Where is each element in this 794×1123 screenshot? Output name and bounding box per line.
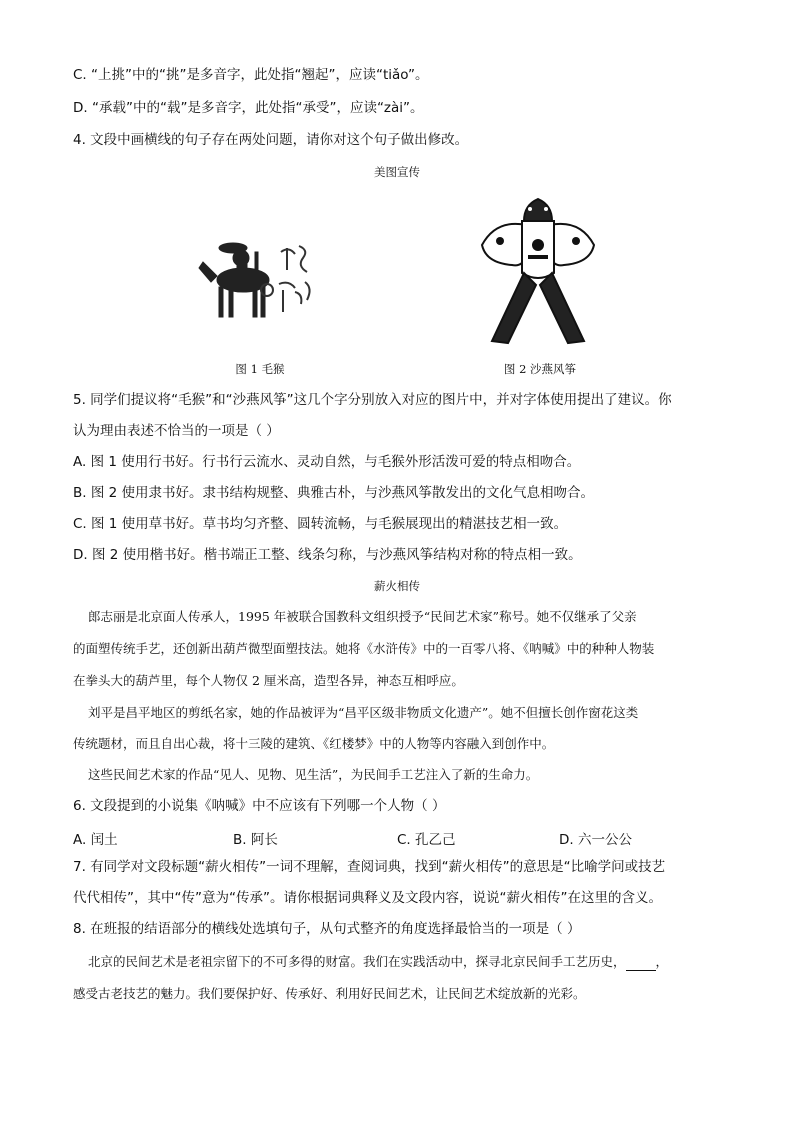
question-4: 4. 文段中画横线的句子存在两处问题，请你对这个句子做出修改。 <box>73 132 469 148</box>
passage-3-line-1: 这些民间艺术家的作品“见人、见物、见生活”，为民间手工艺注入了新的生命力。 <box>88 767 539 782</box>
figure-2-swallow-kite-image <box>478 195 598 345</box>
q5-option-b: B. 图 2 使用隶书好。隶书结构规整、典雅古朴，与沙燕风筝散发出的文化气息相吻合。 <box>73 485 595 501</box>
passage-1-line-2: 的面塑传统手艺，还创新出葫芦微型面塑技法。她将《水浒传》中的一百零八将、《呐喊》中的种种人物装 <box>73 641 655 656</box>
question-8: 8. 在班报的结语部分的横线处选填句子，从句式整齐的角度选择最恰当的一项是（ ） <box>73 921 581 937</box>
passage-4-line-2: 感受古老技艺的魅力。我们要保护好、传承好、利用好民间艺术，让民间艺术绽放新的光彩。 <box>73 986 586 1001</box>
section-title-meitu: 美图宣传 <box>374 165 420 179</box>
passage-4-line-1 <box>88 953 668 971</box>
q6-option-c: C. 孔乙己 <box>397 832 456 848</box>
question-5-line-2: 认为理由表述不恰当的一项是（ ） <box>73 423 280 439</box>
fill-in-blank[interactable] <box>626 956 656 971</box>
passage-2-line-1: 刘平是昌平地区的剪纸名家，她的作品被评为“昌平区级非物质文化遗产”。她不但擅长创作窗花这类 <box>88 705 639 720</box>
q6-option-d: D. 六一公公 <box>559 832 632 848</box>
q5-option-a: A. 图 1 使用行书好。行书行云流水、灵动自然，与毛猴外形活泼可爱的特点相吻合。 <box>73 454 581 470</box>
q3-option-c: C. “上挑”中的“挑”是多音字，此处指“翘起”，应读“tiǎo”。 <box>73 67 429 83</box>
q6-option-b: B. 阿长 <box>233 832 278 848</box>
question-7-line-2: 代代相传”，其中“传”意为“传承”。请你根据词典释义及文段内容，说说“薪火相传”在这里的含义。 <box>73 890 662 906</box>
section-title-xinhuo: 薪火相传 <box>374 579 420 593</box>
q3-option-d: D. “承载”中的“载”是多音字，此处指“承受”，应读“zài”。 <box>73 100 424 116</box>
question-6: 6. 文段提到的小说集《呐喊》中不应该有下列哪一个人物（ ） <box>73 798 446 814</box>
figure-1-maohou-image <box>195 232 325 324</box>
passage-1-line-3: 在拳头大的葫芦里，每个人物仅 2 厘米高，造型各异，神态互相呼应。 <box>73 673 464 688</box>
passage-4-comma: ， <box>655 954 669 969</box>
q5-option-c: C. 图 1 使用草书好。草书均匀齐整、圆转流畅，与毛猴展现出的精湛技艺相一致。 <box>73 516 568 532</box>
q5-option-d: D. 图 2 使用楷书好。楷书端正工整、线条匀称，与沙燕风筝结构对称的特点相一致。 <box>73 547 582 563</box>
q6-option-a: A. 闰土 <box>73 832 118 848</box>
passage-4-text: 北京的民间艺术是老祖宗留下的不可多得的财富。我们在实践活动中，探寻北京民间手工艺历史， <box>88 954 626 969</box>
passage-1-line-1: 郎志丽是北京面人传承人，1995 年被联合国教科文组织授予“民间艺术家”称号。她不仅继承了父亲 <box>88 609 637 624</box>
question-5-line-1: 5. 同学们提议将“毛猴”和“沙燕风筝”这几个字分别放入对应的图片中，并对字体使用提出了建议。你 <box>73 392 672 408</box>
figure-1-caption: 图 1 毛猴 <box>235 362 285 376</box>
question-7-line-1: 7. 有同学对文段标题“薪火相传”一词不理解，查阅词典，找到“薪火相传”的意思是“比喻学问或技艺 <box>73 859 666 875</box>
figure-2-caption: 图 2 沙燕风筝 <box>503 362 577 376</box>
passage-2-line-2: 传统题材，而且自出心裁，将十三陵的建筑、《红楼梦》中的人物等内容融入到创作中。 <box>73 736 555 751</box>
